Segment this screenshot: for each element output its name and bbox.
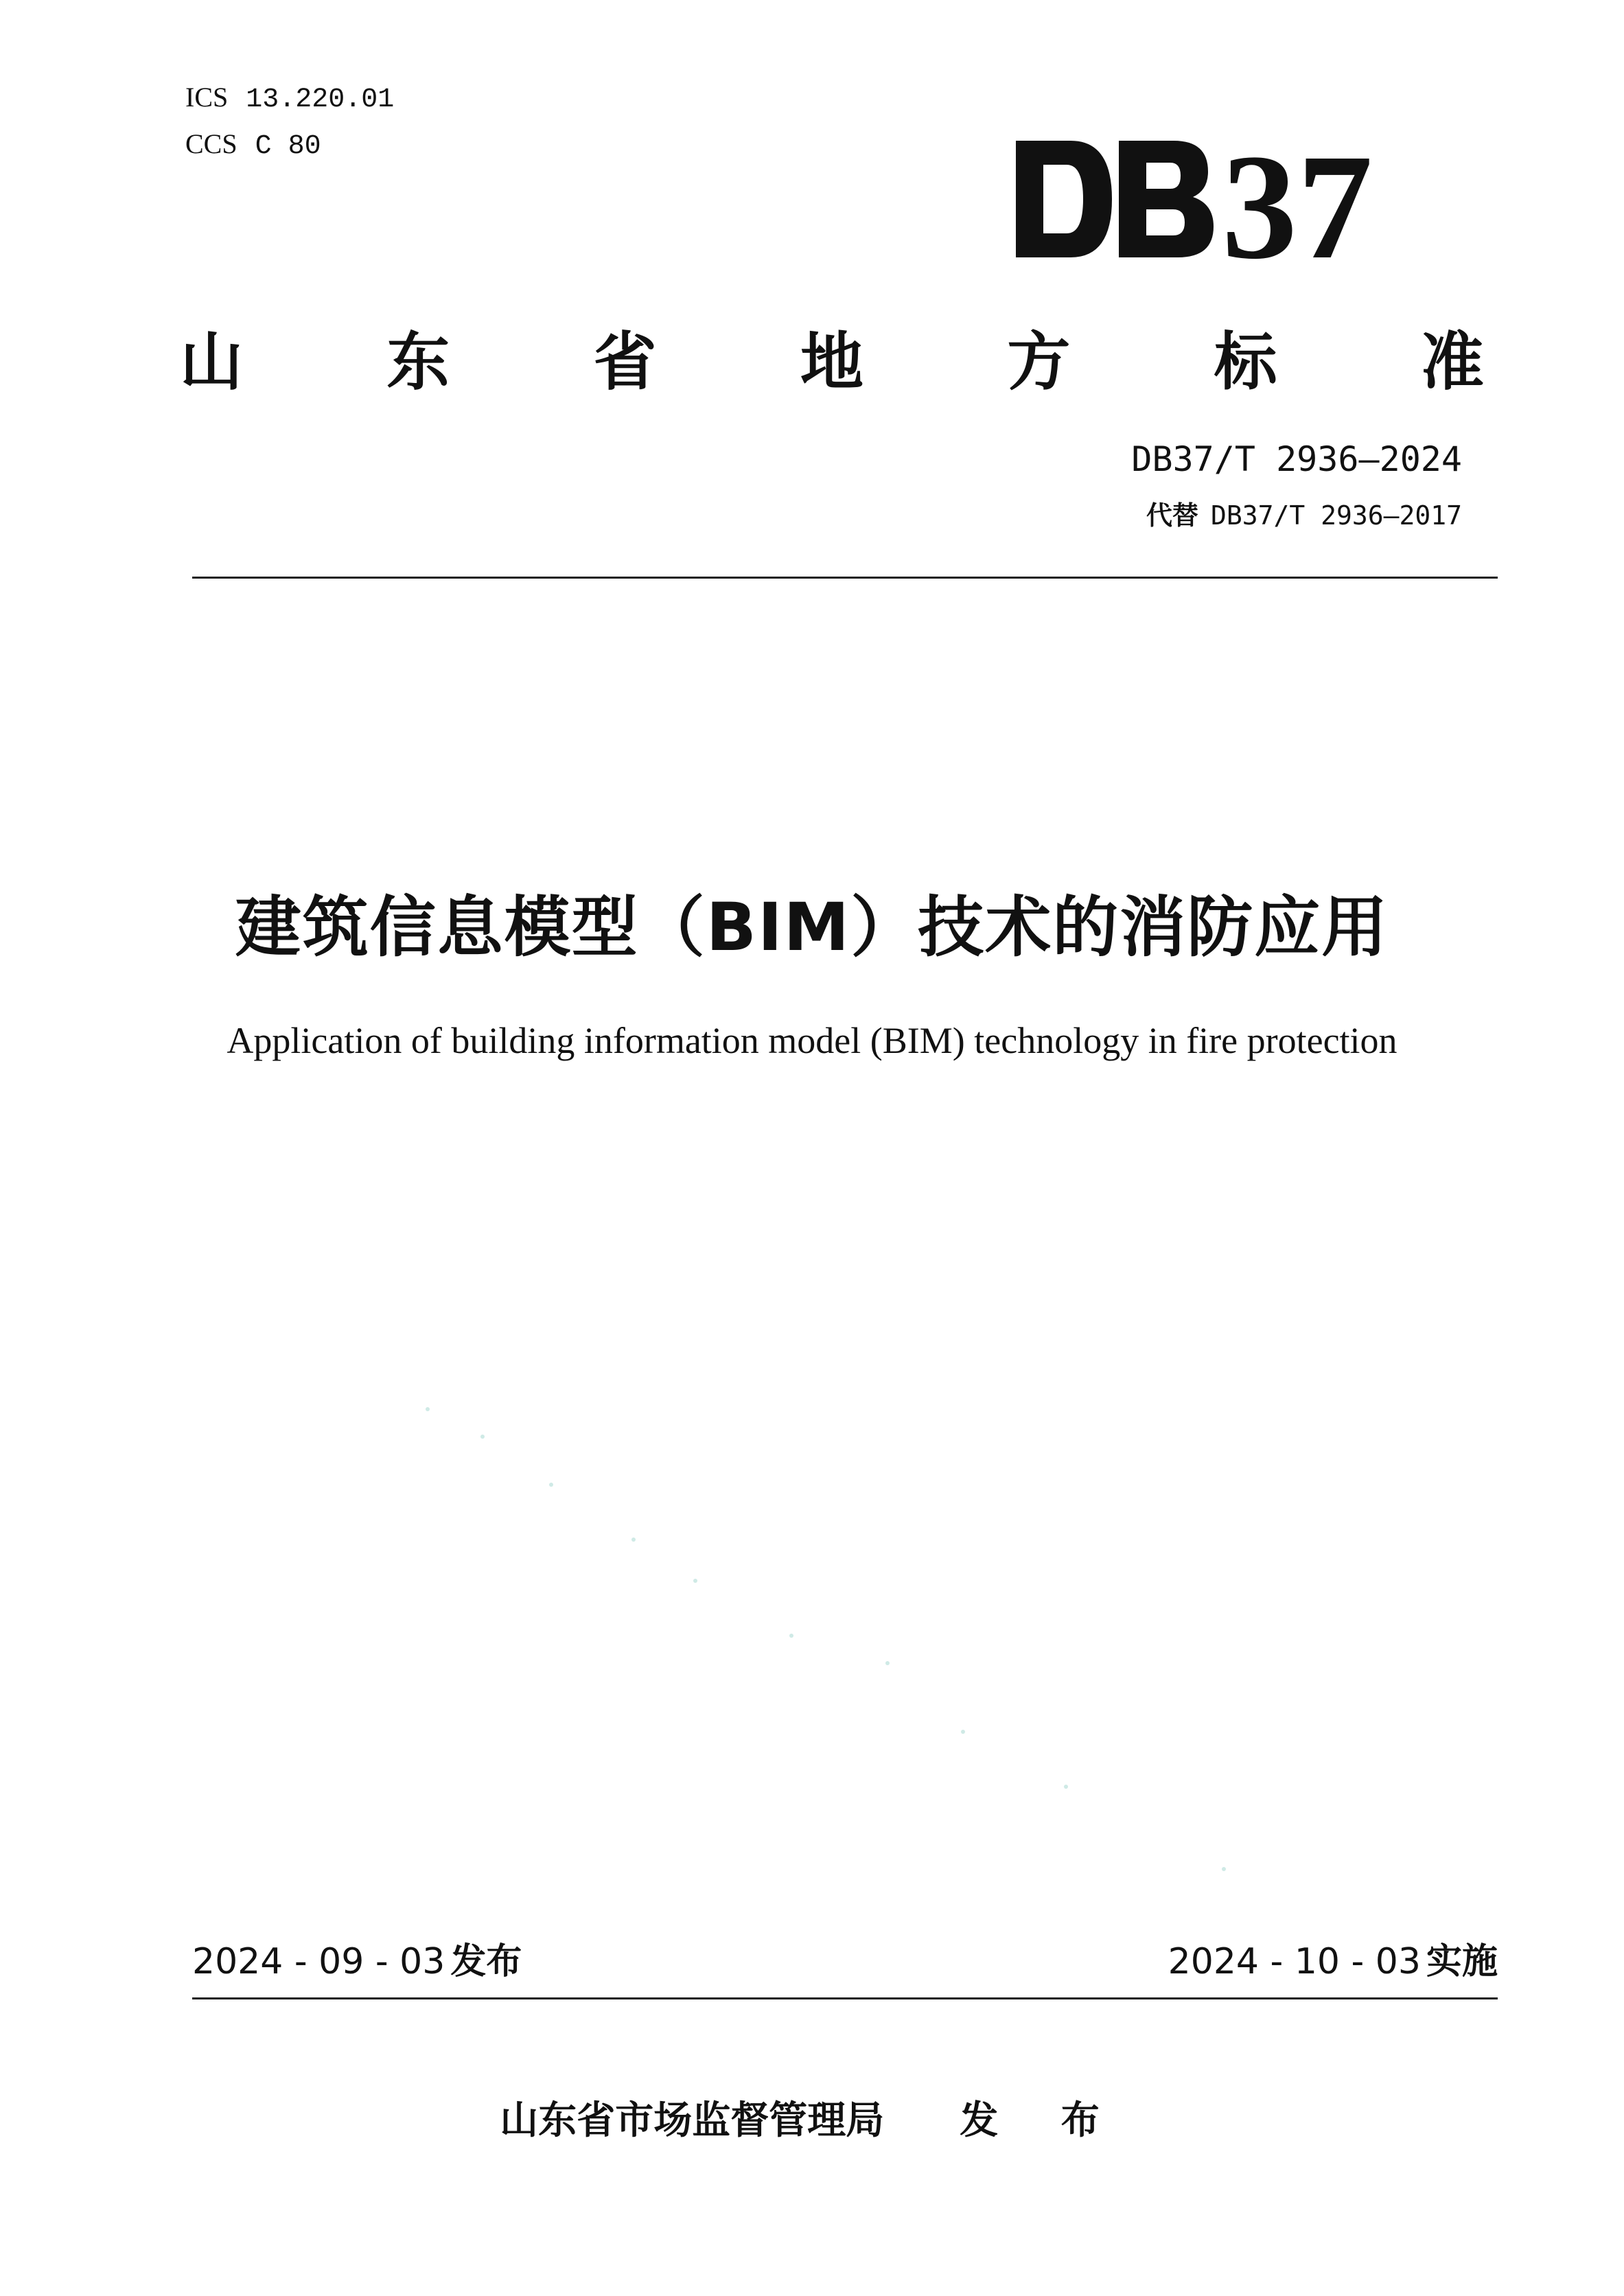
implement-date-word: 实施 xyxy=(1426,1941,1498,1982)
db37-logo xyxy=(1016,134,1373,264)
ics-row xyxy=(185,76,394,122)
replaces-label: 代替 xyxy=(1146,500,1198,531)
ccs-label: CCS xyxy=(185,128,237,159)
publish-date-value: 2024 - 09 - 03 xyxy=(192,1941,445,1982)
standard-type-char: 地 xyxy=(800,325,863,399)
publish-date xyxy=(192,1932,522,1984)
date-divider xyxy=(192,1997,1498,1999)
top-divider xyxy=(192,577,1498,579)
implement-date-value: 2024 - 10 - 03 xyxy=(1168,1941,1421,1982)
standard-number: DB37/T 2936—2024 xyxy=(1131,439,1462,479)
title-english: Application of building information model (BIM) technology in fire protection xyxy=(227,1020,1397,1061)
standard-type-char: 标 xyxy=(1214,325,1277,399)
standard-type-heading xyxy=(180,312,1484,402)
ics-label: ICS xyxy=(185,82,229,113)
issuer-name: 山东省市场监督管理局 xyxy=(500,2098,885,2143)
title-chinese: 建筑信息模型（BIM）技术的消防应用 xyxy=(235,889,1389,966)
standard-type-char: 准 xyxy=(1420,325,1484,399)
ccs-value: C 80 xyxy=(255,131,321,162)
issuer-action: 发 布 xyxy=(960,2098,1124,2143)
standard-type-char: 东 xyxy=(386,325,450,399)
svg-text:37: 37 xyxy=(1222,134,1373,264)
publish-date-word: 发布 xyxy=(450,1941,522,1982)
standard-type-char: 方 xyxy=(1007,325,1071,399)
issuer-line xyxy=(0,2090,1624,2145)
classification-codes xyxy=(185,76,394,169)
ics-value: 13.220.01 xyxy=(246,84,395,115)
implement-date xyxy=(1168,1932,1498,1984)
standard-type-char: 省 xyxy=(593,325,657,399)
replaces-line xyxy=(1146,494,1462,532)
replaces-code: DB37/T 2936—2017 xyxy=(1210,500,1462,531)
standard-type-char: 山 xyxy=(180,325,244,399)
ccs-row xyxy=(185,122,394,169)
